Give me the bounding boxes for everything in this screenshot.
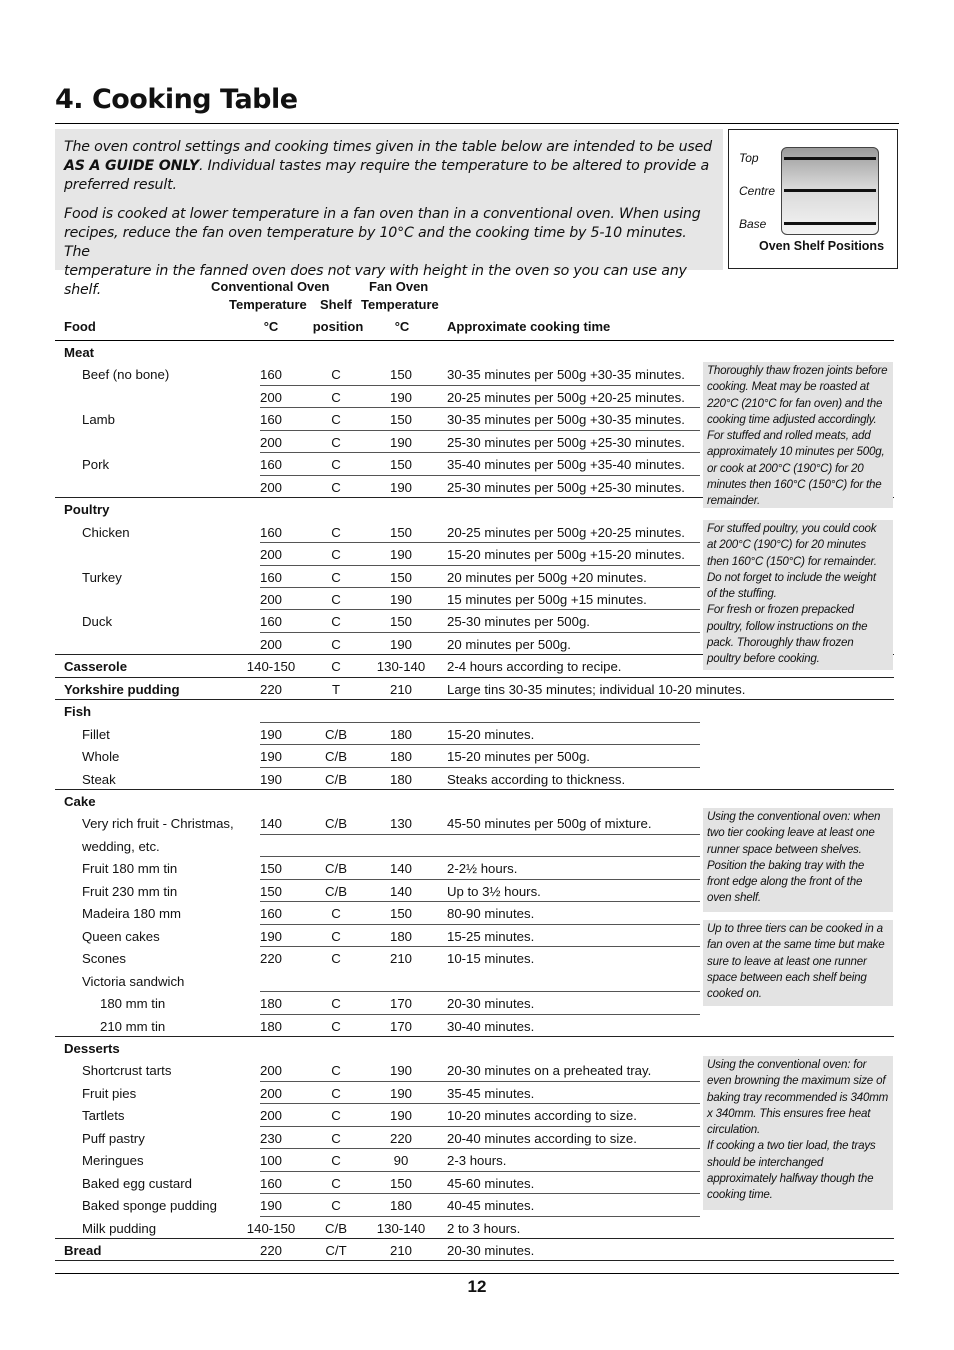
conv-temp: 150 (259, 861, 282, 876)
cooking-time: Large tins 30-35 minutes; individual 10-20 minutes. (447, 682, 746, 697)
shelf-position: C (331, 570, 341, 585)
conv-temp: 190 (259, 1198, 282, 1213)
shelf-position: C (331, 951, 341, 966)
shelf-position: C (331, 1131, 341, 1146)
food-name: Bread (64, 1243, 102, 1258)
header-fan-temperature: Temperature (361, 297, 439, 312)
conv-temp: 180 (259, 1019, 282, 1034)
food-name: Casserole (64, 659, 128, 674)
shelf-position: C (331, 525, 341, 540)
side-note-text (707, 809, 891, 907)
row-rule (260, 407, 700, 408)
side-note (703, 1056, 893, 1210)
cooking-time: 20-30 minutes on a preheated tray. (447, 1063, 652, 1078)
conv-temp: 190 (259, 749, 282, 764)
cooking-time: 15 minutes per 500g +15 minutes. (447, 592, 647, 607)
side-note-line: 220°C (210°C for fan oven) and the (707, 396, 883, 410)
header-shelf-position: position (312, 319, 364, 334)
side-note-line: Up to three tiers can be cooked in a (707, 922, 883, 935)
header-rule (55, 340, 894, 341)
shelf-position: C (331, 1063, 341, 1078)
side-note-line: cooked on. (707, 987, 762, 1001)
side-note-line: cooking time. (707, 1188, 773, 1202)
row-rule (260, 1216, 700, 1217)
row-rule (260, 856, 700, 857)
shelf-rack-top (784, 157, 876, 160)
side-note-line: Do not forget to include the weight (707, 570, 876, 584)
row-rule (260, 475, 700, 476)
section-heading: Poultry (64, 502, 110, 517)
food-name: Beef (no bone) (82, 367, 170, 382)
food-name: Steak (82, 772, 116, 787)
row-rule (260, 632, 700, 633)
shelf-position: T (331, 682, 341, 697)
conv-temp: 180 (259, 996, 282, 1011)
shelf-position: C (331, 659, 341, 674)
fan-temp: 190 (389, 637, 412, 652)
row-rule (260, 1171, 700, 1172)
food-name: Fruit pies (82, 1086, 137, 1101)
shelf-position: C/B (325, 861, 347, 876)
conv-temp: 200 (259, 592, 282, 607)
shelf-position: C/B (325, 884, 347, 899)
shelf-position: C/B (325, 772, 347, 787)
food-name: 210 mm tin (100, 1019, 166, 1034)
cooking-time: 20-25 minutes per 500g +20-25 minutes. (447, 390, 685, 405)
conv-temp: 220 (259, 951, 282, 966)
section-rule (55, 789, 894, 790)
row-rule (260, 609, 700, 610)
conv-temp: 150 (259, 884, 282, 899)
side-note-line: poultry, follow instructions on the (707, 619, 868, 633)
conv-temp: 140-150 (246, 659, 296, 674)
cooking-time: 25-30 minutes per 500g. (447, 614, 590, 629)
row-rule (260, 722, 700, 723)
fan-temp: 180 (389, 749, 412, 764)
fan-temp: 150 (389, 457, 412, 472)
food-name: Pork (82, 457, 110, 472)
side-note-line: minutes then 160°C (150°C) for the (707, 478, 882, 492)
cooking-time: Steaks according to thickness. (447, 772, 626, 787)
shelf-position: C (331, 929, 341, 944)
side-note-line: For stuffed and rolled meats, add (707, 429, 871, 443)
conv-temp: 200 (259, 1108, 282, 1123)
side-note-text (707, 363, 891, 510)
conv-temp: 230 (259, 1131, 282, 1146)
food-name: Lamb (82, 412, 115, 427)
shelf-label-centre: Centre (739, 184, 776, 198)
fan-temp: 170 (389, 1019, 412, 1034)
section-heading: Cake (64, 794, 96, 809)
shelf-position: C (331, 906, 341, 921)
cooking-time: 2-3 hours. (447, 1153, 507, 1168)
side-note-line: fan oven at the same time but make (707, 938, 885, 952)
conv-temp: 140 (259, 816, 282, 831)
header-conventional-oven: Conventional Oven (211, 279, 330, 294)
fan-temp: 190 (389, 390, 412, 405)
fan-temp: 140 (389, 861, 412, 876)
food-name: 180 mm tin (100, 996, 166, 1011)
cooking-time: 10-15 minutes. (447, 951, 535, 966)
shelf-position: C (331, 390, 341, 405)
fan-temp: 190 (389, 592, 412, 607)
fan-temp: 130-140 (376, 659, 426, 674)
conv-temp: 160 (259, 570, 282, 585)
side-note (703, 362, 893, 508)
row-rule (260, 1193, 700, 1194)
side-note-text (707, 921, 891, 1002)
row-rule (260, 587, 700, 588)
section-rule (55, 1238, 894, 1239)
fan-temp: 180 (389, 772, 412, 787)
shelf-rack-base (784, 222, 876, 225)
side-note-line: at 200°C (190°C) for 20 minutes (707, 538, 867, 552)
cooking-time: 35-40 minutes per 500g +35-40 minutes. (447, 457, 685, 472)
shelf-rack-centre (784, 189, 876, 192)
row-rule (260, 879, 700, 880)
header-food: Food (64, 319, 96, 334)
section-rule (55, 677, 894, 678)
cooking-time: 25-30 minutes per 500g +25-30 minutes. (447, 480, 685, 495)
food-name: Puff pastry (82, 1131, 145, 1146)
conv-temp: 220 (259, 1243, 282, 1258)
cooking-time: 45-50 minutes per 500g of mixture. (447, 816, 652, 831)
shelf-position: C (331, 614, 341, 629)
shelf-position: C/B (325, 749, 347, 764)
cooking-time: 2 to 3 hours. (447, 1221, 521, 1236)
side-note-line: Position the baking tray with the (707, 858, 865, 872)
shelf-position: C (331, 1019, 341, 1034)
conv-temp: 160 (259, 367, 282, 382)
header-conv-celsius: °C (263, 319, 279, 334)
cooking-time: 30-35 minutes per 500g +30-35 minutes. (447, 412, 685, 427)
shelf-diagram-caption: Oven Shelf Positions (759, 239, 885, 253)
shelf-position: C/B (325, 727, 347, 742)
food-name: Fillet (82, 727, 110, 742)
shelf-label-top: Top (739, 151, 759, 165)
food-name: Madeira 180 mm (82, 906, 181, 921)
side-note-text (707, 1057, 891, 1204)
shelf-position: C/B (325, 816, 347, 831)
cooking-time: 20-30 minutes. (447, 996, 535, 1011)
fan-temp: 130-140 (376, 1221, 426, 1236)
conv-temp: 200 (259, 637, 282, 652)
shelf-position: C/T (325, 1243, 347, 1258)
fan-temp: 150 (389, 367, 412, 382)
side-note-line: two tier cooking leave at least one (707, 826, 875, 840)
conv-temp: 160 (259, 412, 282, 427)
cooking-time: 20 minutes per 500g +20 minutes. (447, 570, 647, 585)
side-note-line: pack. Thoroughly thaw frozen (707, 636, 854, 650)
fan-temp: 90 (393, 1153, 409, 1168)
cooking-time: 45-60 minutes. (447, 1176, 535, 1191)
shelf-position: C (331, 480, 341, 495)
fan-temp: 190 (389, 547, 412, 562)
fan-temp: 150 (389, 570, 412, 585)
shelf-position: C (331, 637, 341, 652)
header-cooking-time: Approximate cooking time (447, 319, 611, 334)
side-note-line: Using the conventional oven: when (707, 810, 881, 823)
section-rule (55, 1260, 894, 1261)
shelf-position: C (331, 1176, 341, 1191)
fan-temp: 180 (389, 727, 412, 742)
row-rule (260, 991, 700, 992)
conv-temp: 200 (259, 480, 282, 495)
fan-temp: 210 (389, 1243, 412, 1258)
row-rule (260, 452, 700, 453)
side-note-line: If cooking a two tier load, the trays (707, 1139, 876, 1153)
side-note-line: should be interchanged (707, 1155, 824, 1169)
fan-temp: 150 (389, 525, 412, 540)
intro-box (55, 129, 723, 298)
cooking-time: 20-30 minutes. (447, 1243, 535, 1258)
row-rule (260, 542, 700, 543)
conv-temp: 160 (259, 457, 282, 472)
shelf-label-base: Base (739, 217, 767, 231)
row-rule (260, 385, 700, 386)
side-note-line: sure to leave at least one runner (707, 954, 867, 968)
section-heading: Meat (64, 345, 95, 360)
header-temperature: Temperature (229, 297, 307, 312)
fan-temp: 190 (389, 1063, 412, 1078)
section-heading: Fish (64, 704, 92, 719)
shelf-position: C (331, 367, 341, 382)
shelf-position: C (331, 592, 341, 607)
cooking-time: 20-25 minutes per 500g +20-25 minutes. (447, 525, 685, 540)
fan-temp: 170 (389, 996, 412, 1011)
side-note-line: baking tray recommended is 340mm (707, 1090, 889, 1104)
fan-temp: 140 (389, 884, 412, 899)
row-rule (260, 924, 700, 925)
food-name: wedding, etc. (82, 839, 160, 854)
side-note-line: circulation. (707, 1123, 761, 1137)
side-note-line: poultry before cooking. (707, 652, 820, 666)
fan-temp: 150 (389, 906, 412, 921)
shelf-position: C (331, 1153, 341, 1168)
cooking-time: 2-4 hours according to recipe. (447, 659, 622, 674)
food-name: Very rich fruit - Christmas, (82, 816, 234, 831)
food-name: Turkey (82, 570, 122, 585)
side-note-line: approximately 10 minutes per 500g, (707, 445, 885, 459)
conv-temp: 100 (259, 1153, 282, 1168)
fan-temp: 150 (389, 412, 412, 427)
side-note-line: remainder. (707, 494, 760, 508)
intro-paragraph-1 (64, 138, 714, 195)
conv-temp: 160 (259, 614, 282, 629)
shelf-position: C (331, 1086, 341, 1101)
fan-temp: 180 (389, 1198, 412, 1213)
shelf-position: C (331, 996, 341, 1011)
side-note (703, 920, 893, 1006)
intro-text: Food is cooked at lower temperature in a fan oven than in a conventional oven. When using (64, 206, 701, 222)
header-shelf: Shelf (320, 297, 352, 312)
row-rule (260, 1081, 700, 1082)
conv-temp: 140-150 (246, 1221, 296, 1236)
fan-temp: 190 (389, 480, 412, 495)
side-note-line: or cook at 200°C (190°C) for 20 (707, 461, 864, 475)
section-rule (55, 699, 894, 700)
intro-emphasis: AS A GUIDE ONLY (64, 158, 199, 174)
conv-temp: 200 (259, 547, 282, 562)
shelf-position: C/B (325, 1221, 347, 1236)
conv-temp: 200 (259, 1063, 282, 1078)
food-name: Baked egg custard (82, 1176, 192, 1191)
section-rule (55, 1036, 894, 1037)
row-rule (260, 834, 700, 835)
cooking-time: 30-40 minutes. (447, 1019, 535, 1034)
side-note (703, 520, 893, 670)
cooking-time: 80-90 minutes. (447, 906, 535, 921)
fan-temp: 130 (389, 816, 412, 831)
title-rule (55, 123, 899, 124)
food-name: Queen cakes (82, 929, 160, 944)
row-rule (260, 1148, 700, 1149)
header-fan-celsius: °C (394, 319, 410, 334)
shelf-position: C (331, 1198, 341, 1213)
intro-text: . Individual tastes may require the temperature to be altered to provide a (198, 158, 709, 174)
food-name: Fruit 180 mm tin (82, 861, 178, 876)
side-note-line: cooking. Meat may be roasted at (707, 380, 870, 394)
food-name: Milk pudding (82, 1221, 157, 1236)
conv-temp: 200 (259, 1086, 282, 1101)
cooking-time: 15-25 minutes. (447, 929, 535, 944)
cooking-time: 15-20 minutes. (447, 727, 535, 742)
conv-temp: 190 (259, 929, 282, 944)
side-note-line: runner space between shelves. (707, 842, 862, 856)
intro-text: preferred result. (64, 177, 177, 193)
cooking-time: 20 minutes per 500g. (447, 637, 571, 652)
conv-temp: 200 (259, 390, 282, 405)
cooking-time: 35-45 minutes. (447, 1086, 535, 1101)
conv-temp: 200 (259, 435, 282, 450)
row-rule (260, 767, 700, 768)
fan-temp: 180 (389, 929, 412, 944)
footer-rule (55, 1273, 899, 1274)
fan-temp: 190 (389, 435, 412, 450)
food-name: Meringues (82, 1153, 144, 1168)
side-note-line: approximately halfway though the (707, 1172, 874, 1186)
row-rule (260, 1126, 700, 1127)
food-name: Whole (82, 749, 120, 764)
side-note-line: For fresh or frozen prepacked (707, 603, 854, 617)
fan-temp: 210 (389, 951, 412, 966)
cooking-time: 20-40 minutes according to size. (447, 1131, 637, 1146)
side-note-line: of the stuffing. (707, 587, 777, 601)
cooking-time: 30-35 minutes per 500g +30-35 minutes. (447, 367, 685, 382)
header-fan-oven: Fan Oven (369, 279, 429, 294)
fan-temp: 150 (389, 614, 412, 629)
intro-text: temperature in the fanned oven does not vary with height in the oven so you can use any shelf. (64, 263, 687, 298)
row-rule (260, 1103, 700, 1104)
section-heading: Desserts (64, 1041, 120, 1056)
cooking-time: 15-20 minutes per 500g. (447, 749, 590, 764)
side-note-line: then 160°C (150°C) for remainder. (707, 554, 877, 568)
food-name: Tartlets (82, 1108, 125, 1123)
conv-temp: 220 (259, 682, 282, 697)
side-note-text (707, 521, 891, 668)
conv-temp: 160 (259, 906, 282, 921)
fan-temp: 150 (389, 1176, 412, 1191)
food-name: Yorkshire pudding (64, 682, 180, 697)
shelf-position: C (331, 1108, 341, 1123)
side-note-line: For stuffed poultry, you could cook (707, 522, 877, 535)
cooking-time: 10-20 minutes according to size. (447, 1108, 637, 1123)
cooking-time: 40-45 minutes. (447, 1198, 535, 1213)
side-note (703, 808, 893, 912)
food-name: Chicken (82, 525, 130, 540)
side-note-line: x 340mm. This ensures free heat (707, 1106, 871, 1120)
fan-temp: 220 (389, 1131, 412, 1146)
food-name: Baked sponge pudding (82, 1198, 217, 1213)
shelf-position: C (331, 457, 341, 472)
side-note-line: space between each shelf being (707, 970, 867, 984)
row-rule (260, 430, 700, 431)
row-rule (260, 901, 700, 902)
side-note-line: Thoroughly thaw frozen joints before (707, 364, 888, 377)
shelf-position: C (331, 412, 341, 427)
food-name: Shortcrust tarts (82, 1063, 172, 1078)
food-name: Duck (82, 614, 113, 629)
fan-temp: 190 (389, 1108, 412, 1123)
conv-temp: 160 (259, 525, 282, 540)
side-note-line: cooking time adjusted accordingly. (707, 412, 877, 426)
conv-temp: 190 (259, 772, 282, 787)
side-note-line: even browning the maximum size of (707, 1074, 886, 1088)
conv-temp: 160 (259, 1176, 282, 1191)
shelf-position: C (331, 547, 341, 562)
intro-text: The oven control settings and cooking times given in the table below are intended to be used (64, 139, 712, 155)
row-rule (260, 744, 700, 745)
fan-temp: 190 (389, 1086, 412, 1101)
side-note-line: front edge along the front of the (707, 875, 863, 889)
page-number: 12 (467, 1277, 487, 1296)
food-name: Scones (82, 951, 126, 966)
food-name: Victoria sandwich (82, 974, 185, 989)
shelf-position: C (331, 435, 341, 450)
row-rule (260, 565, 700, 566)
intro-text: recipes, reduce the fan oven temperature by 10°C and the cooking time by 5-10 minutes. The (64, 225, 687, 260)
side-note-line: Using the conventional oven: for (707, 1058, 867, 1071)
cooking-time: 25-30 minutes per 500g +25-30 minutes. (447, 435, 685, 450)
fan-temp: 210 (389, 682, 412, 697)
cooking-time: 2-2½ hours. (447, 861, 518, 876)
page-title: 4. Cooking Table (55, 84, 298, 115)
cooking-time: Up to 3½ hours. (447, 884, 541, 899)
row-rule (260, 946, 700, 947)
conv-temp: 190 (259, 727, 282, 742)
row-rule (260, 1014, 700, 1015)
food-name: Fruit 230 mm tin (82, 884, 178, 899)
cooking-time: 15-20 minutes per 500g +15-20 minutes. (447, 547, 685, 562)
side-note-line: oven shelf. (707, 891, 761, 905)
